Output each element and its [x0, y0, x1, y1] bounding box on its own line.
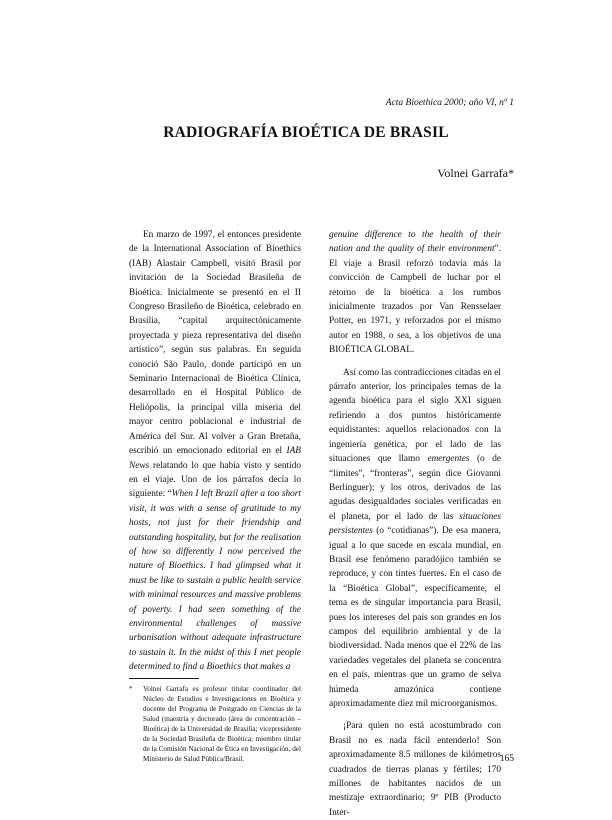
footnote: [129, 684, 301, 764]
term-persistentes: situaciones persistentes: [329, 511, 501, 537]
paragraph-intro: [129, 228, 301, 675]
paragraph-agenda-text: Así como las contradicciones citadas en el párrafo anterior, los principales temas de la agenda bioética para el siglo XXI siguen refiriendo a dos puntos históricamente equidistantes: aquellos relacionados con la ingeniería genética, por el lado de las situaciones que llamo: [329, 367, 501, 465]
footnote-text: Volnei Garrafa es profesor titular coordinador del Núcleo de Estudios e Investigaciones en Bioética y docente del Programa de Postgrado en Ciencias de la Salud (maestría y doctorado (área de concentración – Bioética) de la Universidad de Brasilia; vicepresidente de la Sociedad Brasileña de Bioética; miembro titular de la Comisión Nacional de Ética en Investigación, del Ministerio de Salud Pública/Brasil.: [143, 685, 301, 763]
left-column: [129, 228, 301, 675]
right-column: [329, 228, 501, 820]
page-number: 165: [499, 754, 514, 764]
footnote-marker: *: [129, 685, 133, 693]
campbell-quote: When I left Brazil after a too short visit, it was with a sense of gratitude to my hosts, not just for their friendship and outstanding hospitality, but for the realisation of how so differently I now perceived the nature of Bioethics. I had glimpsed what it must be like to sustain a public health service with minimal resources and massive problems of poverty. I had seen something of the environmental challenges of massive urbanisation without adequate infrastructure to sustain it. In the midst of this I met people determined to find a Bioethics that makes a: [129, 489, 301, 673]
campbell-quote-end: genuine difference to the health of their nation and the quality of their environment: [329, 230, 501, 255]
journal-header: Acta Bioethica 2000; año VI, nº 1: [385, 98, 514, 108]
paragraph-intro-text: En marzo de 1997, el entonces presidente de la International Association of Bioethics (IAB) Alastair Campbell, visitó Brasil por invitación de la Sociedad Brasileña de Bioética. Inicialmente se presentó en el II Congreso Brasileño de Bioética, celebrado en Brasilia, “capital arquitectónicamente proyectada y pieza representativa del diseño artístico”, según sus palabras. En seguida conoció São Paulo, donde participó en un Seminario Internacional de Bioética Clínica, desarrollado en el Hospital Público de Heliópolis, la principal villa miseria del mayor centro poblacional e industrial de América del Sur. Al volver a Gran Bretaña, escribió un emocionado editorial en el: [129, 230, 301, 457]
paragraph-agenda: [329, 366, 501, 712]
paragraph-agenda-text-3: (o “cotidianas”). De esa manera, igual a lo que sucede en escala mundial, en Brasil ese fenómeno paradójico también se reproduce, y con tintes fuertes. En el caso de la “Bioética Global”, específicamente, el tema es de singular importancia para Brasil, pues los intereses del país son grandes en los campos del equilibrio ambiental y de la biodiversidad. Nada menos que el 22% de las variedades vegetales del planeta se concentra en el país, mientras que un gramo de selva húmeda amazónica contiene aproximadamente diez mil microorganismos.: [329, 526, 501, 709]
paragraph-global-bioethics: ”. El viaje a Brasil reforzó todavía más la convicción de Campbell de luchar por el retorno de la bioética a los rumbos inicialmente trazados por Van Rensselaer Potter, en 1971, y reforzados por el mismo autor en 1988, o sea, a los objetivos de una BIOÉTICA GLOBAL.: [329, 244, 501, 356]
paragraph-agenda-text-2: (o de “límites”, “fronteras”, según dice Giovanni Berlinguer); y los otros, derivados de las agudas desigualdades sociales verificadas en el planeta, por el lado de las: [329, 454, 501, 522]
article-title: RADIOGRAFÍA BIOÉTICA DE BRASIL: [163, 124, 449, 141]
paragraph-quote-continuation: [329, 228, 501, 358]
journal-name-iab-news: IAB News: [129, 446, 301, 471]
author-name: Volnei Garrafa*: [437, 166, 514, 180]
paragraph-intro-text-2: relatando lo que había visto y sentido en el viaje. Uno de los párrafos decía lo siguiente: “: [129, 460, 301, 500]
term-emergentes: emergentes: [427, 454, 470, 465]
paragraph-brazil: ¡Para quien no está acostumbrado con Brasil no es nada fácil entenderlo! Son aproximadamente 8.5 millones de kilómetros cuadrados de tierras planas y fértiles; 170 millones de habitantes nacidos de un mestizaje extraordinario; 9º PIB (Producto Inter-: [329, 721, 501, 818]
footnote-divider: [129, 678, 199, 679]
